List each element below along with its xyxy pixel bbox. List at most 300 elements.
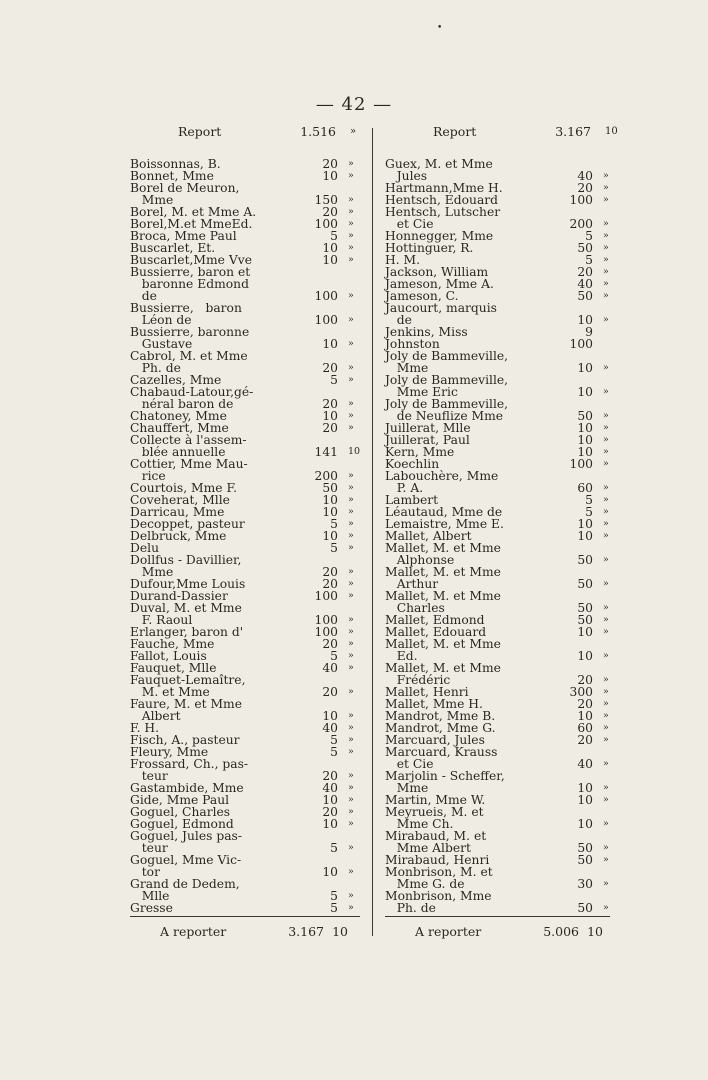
donor-name: Mallet, Mme H. xyxy=(385,697,483,711)
donor-cents: » xyxy=(348,638,354,649)
carry-forward-label: A reporter xyxy=(160,924,227,939)
donor-cents: » xyxy=(348,902,354,913)
donor-cents: » xyxy=(348,422,354,433)
donor-cents: » xyxy=(348,206,354,217)
donor-cents: » xyxy=(603,902,609,913)
donor-name: Léon de xyxy=(130,313,192,327)
donor-amount: 9 xyxy=(585,325,593,339)
donor-cents: » xyxy=(348,866,354,877)
donor-name: Guex, M. et Mme xyxy=(385,157,493,171)
donor-amount: 40 xyxy=(322,781,338,795)
donor-amount: 10 xyxy=(322,409,338,423)
donor-name: Decoppet, pasteur xyxy=(130,517,245,531)
donor-name: M. et Mme xyxy=(130,685,210,699)
donor-name: Mlle xyxy=(130,889,170,903)
donor-amount: 5 xyxy=(330,841,338,855)
donor-cents: » xyxy=(603,794,609,805)
donor-name: Monbrison, Mme xyxy=(385,889,492,903)
donor-amount: 10 xyxy=(322,865,338,879)
donor-name: Durand-Dassier xyxy=(130,589,228,603)
donor-amount: 20 xyxy=(577,697,593,711)
donor-name: Mallet, Edouard xyxy=(385,625,487,639)
donor-amount: 5 xyxy=(585,493,593,507)
donor-amount: 10 xyxy=(577,781,593,795)
donor-amount: 50 xyxy=(577,241,593,255)
donor-name: Delu xyxy=(130,541,159,555)
donor-amount: 5 xyxy=(330,229,338,243)
donor-name: Gresse xyxy=(130,901,173,915)
donor-cents: » xyxy=(348,254,354,265)
donor-name: Lemaistre, Mme E. xyxy=(385,517,504,531)
donor-cents: » xyxy=(348,650,354,661)
donor-amount: 10 xyxy=(577,625,593,639)
donor-name: Bussierre, baron et xyxy=(130,265,251,279)
donor-amount: 20 xyxy=(322,805,338,819)
donor-name: Arthur xyxy=(385,577,439,591)
donor-cents: » xyxy=(603,482,609,493)
right-column xyxy=(385,124,618,915)
left-donor-list xyxy=(130,158,360,914)
donor-amount: 5 xyxy=(330,733,338,747)
donor-cents: » xyxy=(603,758,609,769)
carry-forward-amount: 5.006 xyxy=(543,924,579,939)
donor-amount: 40 xyxy=(577,277,593,291)
donor-name: P. A. xyxy=(385,481,424,495)
donor-name: teur xyxy=(130,769,168,783)
donor-cents: » xyxy=(603,458,609,469)
donor-cents: » xyxy=(348,746,354,757)
donor-amount: 10 xyxy=(322,337,338,351)
donor-amount: 60 xyxy=(577,721,593,735)
donor-amount: 20 xyxy=(322,637,338,651)
donor-amount: 50 xyxy=(577,289,593,303)
donor-cents: » xyxy=(348,158,354,169)
donor-name: Frossard, Ch., pas- xyxy=(130,757,249,771)
donor-name: Fallot, Louis xyxy=(130,649,207,663)
donor-name: Dufour,Mme Louis xyxy=(130,577,246,591)
donor-cents: » xyxy=(603,554,609,565)
donor-name: Delbruck, Mme xyxy=(130,529,227,543)
donor-cents: » xyxy=(348,782,354,793)
donor-cents: » xyxy=(603,710,609,721)
donor-amount: 10 xyxy=(577,313,593,327)
donor-amount: 50 xyxy=(577,901,593,915)
donor-cents: » xyxy=(348,722,354,733)
donor-name: Jameson, Mme A. xyxy=(385,277,494,291)
donor-name: Juillerat, Paul xyxy=(385,433,470,447)
donor-cents: » xyxy=(348,338,354,349)
donor-name: rice xyxy=(130,469,166,483)
donor-cents: » xyxy=(603,386,609,397)
donor-amount: 5 xyxy=(330,745,338,759)
donor-amount: 50 xyxy=(577,613,593,627)
donor-cents: » xyxy=(348,506,354,517)
donor-name: Fauquet, Mlle xyxy=(130,661,217,675)
donor-name: F. H. xyxy=(130,721,160,735)
donor-name: Bussierre, baronne xyxy=(130,325,250,339)
donor-cents: » xyxy=(603,734,609,745)
donor-cents: » xyxy=(348,770,354,781)
donor-cents: » xyxy=(348,794,354,805)
donor-amount: 50 xyxy=(577,601,593,615)
donor-amount: 5 xyxy=(330,901,338,915)
donor-name: Fleury, Mme xyxy=(130,745,209,759)
donor-amount: 10 xyxy=(322,817,338,831)
donor-name: Mallet, M. et Mme xyxy=(385,661,501,675)
donor-name: Mallet, Henri xyxy=(385,685,469,699)
donor-amount: 20 xyxy=(577,673,593,687)
donor-amount: 50 xyxy=(577,841,593,855)
donor-row xyxy=(130,530,360,542)
donor-cents: » xyxy=(603,410,609,421)
donor-name: Mme G. de xyxy=(385,877,465,891)
donor-amount: 20 xyxy=(322,157,338,171)
donor-amount: 5 xyxy=(585,253,593,267)
donor-cents: » xyxy=(603,674,609,685)
donor-name: Ph. de xyxy=(130,361,181,375)
donor-name: Lambert xyxy=(385,493,439,507)
donor-cents: » xyxy=(348,578,354,589)
donor-name: Goguel, Mme Vic- xyxy=(130,853,242,867)
donor-name: Duval, M. et Mme xyxy=(130,601,242,615)
carry-forward-label: A reporter xyxy=(415,924,482,939)
donor-cents: » xyxy=(603,578,609,589)
donor-amount: 50 xyxy=(577,853,593,867)
donor-name: Mme xyxy=(130,193,174,207)
donor-name: Kern, Mme xyxy=(385,445,455,459)
donor-name: Mandrot, Mme G. xyxy=(385,721,496,735)
donor-cents: » xyxy=(348,590,354,601)
donor-cents: » xyxy=(348,362,354,373)
left-total-rule xyxy=(130,916,360,917)
report-label: Report xyxy=(433,124,477,139)
donor-amount: 100 xyxy=(569,457,593,471)
donor-amount: 20 xyxy=(322,685,338,699)
donor-name: Borel de Meuron, xyxy=(130,181,240,195)
donor-amount: 5 xyxy=(585,229,593,243)
donor-amount: 10 xyxy=(322,529,338,543)
donor-name: Chabaud-Latour,gé- xyxy=(130,385,254,399)
donor-name: Frédéric xyxy=(385,673,451,687)
donor-amount: 100 xyxy=(314,289,338,303)
donor-name: de Neuflize Mme xyxy=(385,409,504,423)
donor-name: Erlanger, baron d' xyxy=(130,625,244,639)
donor-name: Mallet, M. et Mme xyxy=(385,565,501,579)
donor-name: Marjolin - Scheffer, xyxy=(385,769,505,783)
donor-cents: » xyxy=(603,266,609,277)
donor-amount: 300 xyxy=(569,685,593,699)
donor-amount: 100 xyxy=(314,589,338,603)
donor-name: Cottier, Mme Mau- xyxy=(130,457,248,471)
page-number: — 42 — xyxy=(315,94,393,115)
donor-name: et Cie xyxy=(385,217,434,231)
donor-name: Meyrueis, M. et xyxy=(385,805,484,819)
donor-cents: » xyxy=(348,290,354,301)
donor-name: Hottinguer, R. xyxy=(385,241,474,255)
donor-amount: 10 xyxy=(577,517,593,531)
donor-name: Ed. xyxy=(385,649,418,663)
donor-cents: » xyxy=(603,254,609,265)
donor-name: Goguel, Edmond xyxy=(130,817,234,831)
donor-cents: » xyxy=(603,626,609,637)
donor-cents: » xyxy=(603,170,609,181)
donor-name: Hartmann,Mme H. xyxy=(385,181,503,195)
donor-cents: » xyxy=(603,842,609,853)
donor-name: baronne Edmond xyxy=(130,277,249,291)
donor-cents: » xyxy=(348,614,354,625)
donor-cents: » xyxy=(603,446,609,457)
right-carry-forward xyxy=(415,924,615,939)
donor-name: Joly de Bammeville, xyxy=(385,349,509,363)
donor-cents: » xyxy=(348,734,354,745)
donor-name: Gustave xyxy=(130,337,193,351)
donor-amount: 100 xyxy=(569,193,593,207)
report-amount: 1.516 xyxy=(300,124,336,139)
donor-name: Koechlin xyxy=(385,457,440,471)
donor-name: Jameson, C. xyxy=(385,289,459,303)
donor-cents: » xyxy=(603,218,609,229)
donor-name: Cazelles, Mme xyxy=(130,373,222,387)
donor-amount: 50 xyxy=(322,481,338,495)
left-report-line xyxy=(130,124,360,140)
donor-cents: » xyxy=(603,278,609,289)
donor-cents: » xyxy=(348,530,354,541)
donor-amount: 5 xyxy=(585,505,593,519)
donor-name: Mallet, M. et Mme xyxy=(385,637,501,651)
donor-name: Buscarlet, Et. xyxy=(130,241,216,255)
donor-amount: 10 xyxy=(577,529,593,543)
donor-cents: » xyxy=(603,686,609,697)
report-cents: 10 xyxy=(605,126,618,137)
donor-amount: 10 xyxy=(322,241,338,255)
donor-amount: 100 xyxy=(314,217,338,231)
donor-name: Albert xyxy=(130,709,181,723)
left-column xyxy=(130,124,360,914)
donor-name: Mme Ch. xyxy=(385,817,454,831)
donor-amount: 5 xyxy=(330,373,338,387)
donor-cents: » xyxy=(603,650,609,661)
donor-amount: 10 xyxy=(577,385,593,399)
donor-name: Joly de Bammeville, xyxy=(385,397,509,411)
donor-cents: » xyxy=(348,218,354,229)
donor-name: Chatoney, Mme xyxy=(130,409,227,423)
donor-name: Buscarlet,Mme Vve xyxy=(130,253,252,267)
donor-cents: » xyxy=(348,818,354,829)
donor-amount: 200 xyxy=(314,469,338,483)
donor-cents: » xyxy=(603,230,609,241)
donor-name: Mme xyxy=(130,565,174,579)
donor-amount: 141 xyxy=(314,445,338,459)
donor-amount: 100 xyxy=(314,613,338,627)
donor-name: Charles xyxy=(385,601,445,615)
donor-amount: 20 xyxy=(577,733,593,747)
donor-cents: » xyxy=(603,818,609,829)
donor-name: et Cie xyxy=(385,757,434,771)
donor-name: Léautaud, Mme de xyxy=(385,505,503,519)
donor-name: Chauffert, Mme xyxy=(130,421,229,435)
report-label: Report xyxy=(178,124,222,139)
donor-name: Fauche, Mme xyxy=(130,637,215,651)
donor-amount: 50 xyxy=(577,577,593,591)
donor-amount: 20 xyxy=(322,577,338,591)
donor-amount: 10 xyxy=(322,709,338,723)
donor-name: Hentsch, Edouard xyxy=(385,193,499,207)
donor-name: Marcuard, Jules xyxy=(385,733,485,747)
donor-name: tor xyxy=(130,865,160,879)
donor-cents: » xyxy=(348,662,354,673)
donor-cents: » xyxy=(348,314,354,325)
donor-amount: 5 xyxy=(330,649,338,663)
donor-name: Mirabaud, Henri xyxy=(385,853,490,867)
donor-name: Alphonse xyxy=(385,553,455,567)
donor-amount: 10 xyxy=(322,253,338,267)
donor-amount: 100 xyxy=(314,625,338,639)
donor-amount: 20 xyxy=(577,181,593,195)
donor-name: Faure, M. et Mme xyxy=(130,697,242,711)
donor-amount: 5 xyxy=(330,889,338,903)
donor-amount: 40 xyxy=(577,169,593,183)
donor-name: Collecte à l'assem- xyxy=(130,433,247,447)
donor-name: Courtois, Mme F. xyxy=(130,481,237,495)
donor-name: Dollfus - Davillier, xyxy=(130,553,242,567)
donor-name: Juillerat, Mlle xyxy=(385,421,471,435)
donor-amount: 150 xyxy=(314,193,338,207)
donor-cents: » xyxy=(603,530,609,541)
donor-name: Goguel, Charles xyxy=(130,805,231,819)
donor-name: F. Raoul xyxy=(130,613,193,627)
donor-name: H. M. xyxy=(385,253,421,267)
right-total-rule xyxy=(385,916,610,917)
donor-amount: 20 xyxy=(322,769,338,783)
donor-amount: 10 xyxy=(577,709,593,723)
donor-cents: » xyxy=(603,194,609,205)
donor-amount: 10 xyxy=(577,361,593,375)
donor-amount: 100 xyxy=(569,337,593,351)
donor-cents: » xyxy=(603,422,609,433)
report-amount: 3.167 xyxy=(555,124,591,139)
donor-name: Bonnet, Mme xyxy=(130,169,214,183)
donor-name: Boissonnas, B. xyxy=(130,157,221,171)
donor-name: Honnegger, Mme xyxy=(385,229,494,243)
donor-row xyxy=(130,902,360,914)
donor-cents: » xyxy=(348,170,354,181)
donor-cents: » xyxy=(603,182,609,193)
donor-name: Mallet, M. et Mme xyxy=(385,541,501,555)
donor-name: Gastambide, Mme xyxy=(130,781,244,795)
donor-cents: » xyxy=(348,686,354,697)
donor-name: Mallet, Albert xyxy=(385,529,472,543)
donor-cents: » xyxy=(603,782,609,793)
carry-forward-amount: 3.167 xyxy=(288,924,324,939)
donor-name: Johnston xyxy=(385,337,440,351)
donor-name: Fisch, A., pasteur xyxy=(130,733,240,747)
donor-cents: » xyxy=(348,374,354,385)
donor-name: Mallet, M. et Mme xyxy=(385,589,501,603)
donor-name: Mirabaud, M. et xyxy=(385,829,487,843)
donor-amount: 10 xyxy=(322,493,338,507)
donor-name: Broca, Mme Paul xyxy=(130,229,237,243)
donor-amount: 5 xyxy=(330,517,338,531)
donor-amount: 200 xyxy=(569,217,593,231)
donor-name: Cabrol, M. et Mme xyxy=(130,349,248,363)
donor-amount: 20 xyxy=(577,265,593,279)
donor-cents: » xyxy=(348,626,354,637)
donor-name: Mallet, Edmond xyxy=(385,613,485,627)
donor-amount: 20 xyxy=(322,565,338,579)
donor-cents: » xyxy=(348,542,354,553)
donor-amount: 10 xyxy=(322,793,338,807)
donor-name: Ph. de xyxy=(385,901,436,915)
donor-name: Martin, Mme W. xyxy=(385,793,486,807)
donor-name: Mandrot, Mme B. xyxy=(385,709,496,723)
donor-cents: » xyxy=(603,518,609,529)
donor-cents: » xyxy=(348,194,354,205)
donor-cents: » xyxy=(603,242,609,253)
donor-name: Joly de Bammeville, xyxy=(385,373,509,387)
donor-cents: » xyxy=(603,434,609,445)
donor-amount: 10 xyxy=(577,421,593,435)
donor-cents: » xyxy=(603,290,609,301)
donor-name: Labouchère, Mme xyxy=(385,469,499,483)
donor-name: de xyxy=(130,289,157,303)
donor-name: Coveherat, Mlle xyxy=(130,493,230,507)
donor-cents: » xyxy=(603,506,609,517)
donor-cents: » xyxy=(603,614,609,625)
page-top-mark: • xyxy=(437,23,443,33)
donor-name: Mme xyxy=(385,781,429,795)
donor-amount: 10 xyxy=(577,445,593,459)
donor-name: néral baron de xyxy=(130,397,234,411)
donor-cents: » xyxy=(603,722,609,733)
donor-amount: 20 xyxy=(322,361,338,375)
donor-cents: » xyxy=(348,494,354,505)
donor-cents: » xyxy=(348,890,354,901)
donor-cents: » xyxy=(348,242,354,253)
donor-cents: » xyxy=(348,410,354,421)
donor-amount: 10 xyxy=(577,817,593,831)
donor-amount: 20 xyxy=(322,421,338,435)
column-divider xyxy=(372,128,373,936)
donor-name: teur xyxy=(130,841,168,855)
donor-amount: 40 xyxy=(322,661,338,675)
donor-name: Mme Eric xyxy=(385,385,458,399)
donor-row xyxy=(385,902,615,914)
donor-cents: » xyxy=(348,230,354,241)
donor-name: Fauquet-Lemaître, xyxy=(130,673,246,687)
donor-amount: 40 xyxy=(322,721,338,735)
donor-cents: » xyxy=(603,362,609,373)
donor-name: Marcuard, Krauss xyxy=(385,745,498,759)
donor-amount: 10 xyxy=(577,433,593,447)
carry-forward-cents: 10 xyxy=(332,924,348,939)
donor-cents: » xyxy=(348,566,354,577)
donor-amount: 50 xyxy=(577,553,593,567)
donor-name: Jaucourt, marquis xyxy=(385,301,497,315)
donor-name: Jules xyxy=(385,169,428,183)
donor-amount: 10 xyxy=(577,793,593,807)
donor-name: Jackson, William xyxy=(385,265,489,279)
donor-cents: » xyxy=(348,518,354,529)
donor-cents: » xyxy=(348,842,354,853)
donor-amount: 20 xyxy=(322,205,338,219)
donor-amount: 60 xyxy=(577,481,593,495)
donor-name: Monbrison, M. et xyxy=(385,865,493,879)
donor-amount: 30 xyxy=(577,877,593,891)
donor-name: Jenkins, Miss xyxy=(385,325,468,339)
donor-cents: » xyxy=(603,878,609,889)
donor-amount: 10 xyxy=(322,169,338,183)
donor-name: Hentsch, Lutscher xyxy=(385,205,501,219)
